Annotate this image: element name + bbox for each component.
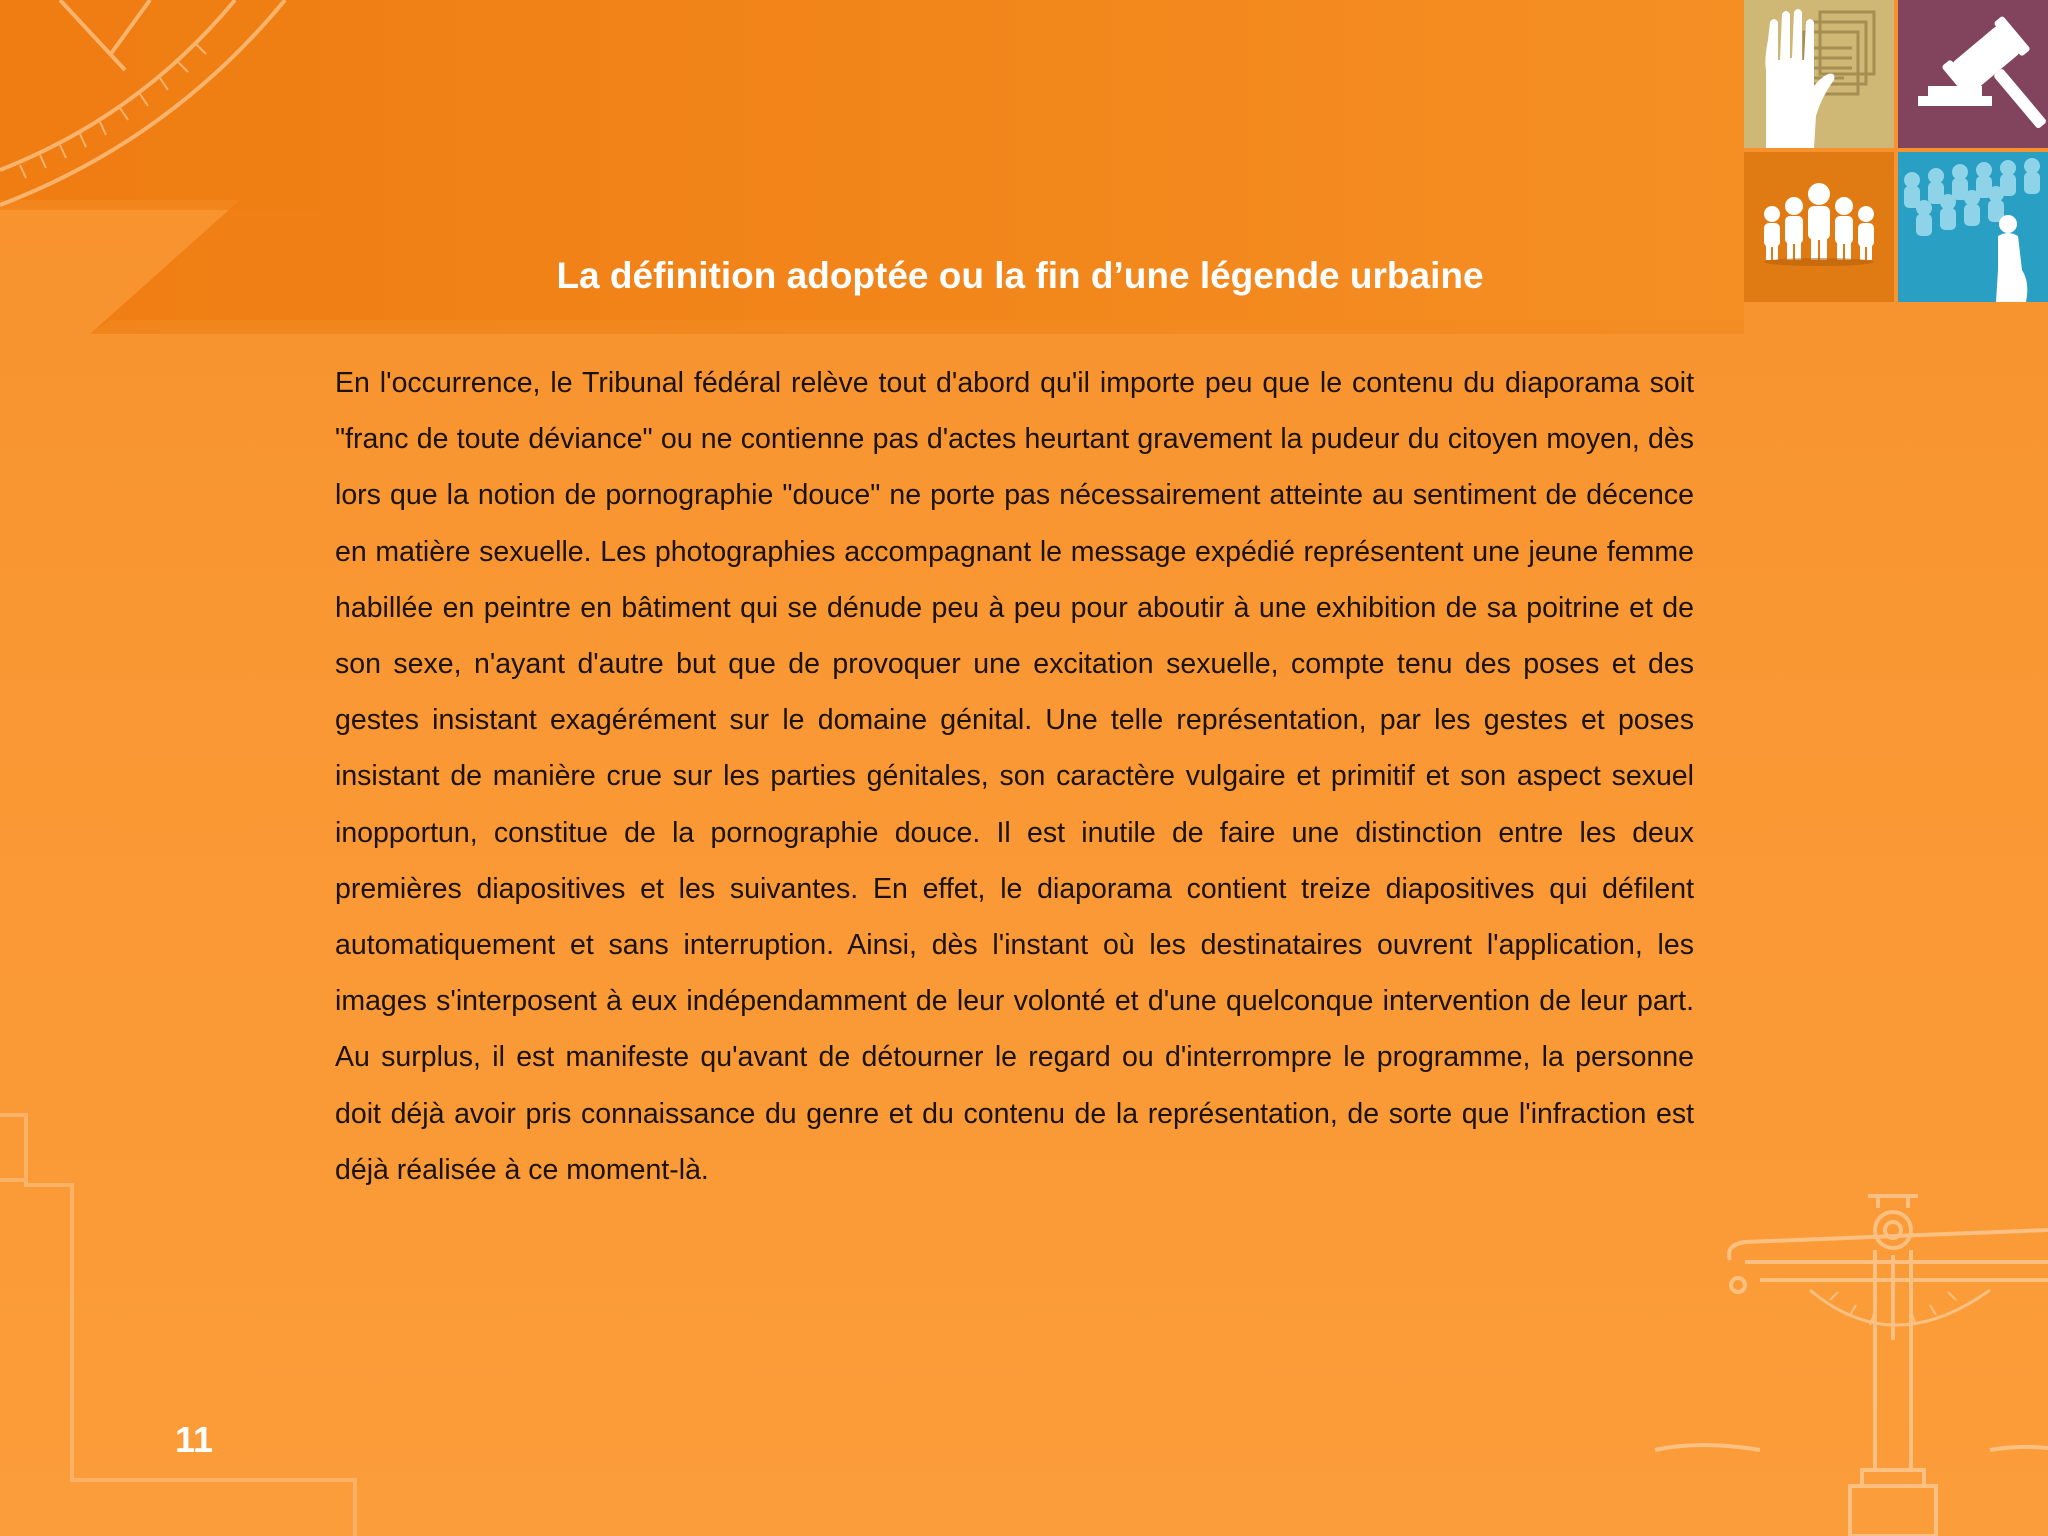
slide-title: La définition adoptée ou la fin d’une légende urbaine (556, 255, 1484, 296)
page-number: 11 (175, 1419, 214, 1460)
scale-of-justice-decoration (1655, 1195, 2048, 1536)
gavel-icon (1898, 0, 2048, 148)
tile-crowd (1898, 152, 2048, 302)
crowd-with-speaker-icon (1898, 152, 2048, 302)
tile-raised-hand (1744, 0, 1894, 148)
body-paragraph: En l'occurrence, le Tribunal fédéral relève tout d'abord qu'il importe peu que le contenu du diaporama soit "franc de toute déviance" ou ne contienne pas d'actes heurtant gravement la pudeur du citoyen moyen, dès lors que la notion de pornographie "douce" ne porte pas nécessairement atteinte au sentiment de décence en matière sexuelle. Les photographies accompagnant le message expédié représentent une jeune femme habillée en peintre en bâtiment qui se dénude peu à peu pour aboutir à une exhibition de sa poitrine et de son sexe, n'ayant d'autre but que de provoquer une excitation sexuelle, compte tenu des poses et des gestes insistant exagérément sur le domaine génital. Une telle représentation, par les gestes et poses insistant de manière crue sur les parties génitales, son caractère vulgaire et primitif et son aspect sexuel inopportun, constitue de la pornographie douce. Il est inutile de faire une distinction entre les deux premières diapositives et les suivantes. En effet, le diaporama contient treize diapositives qui défilent automatiquement et sans interruption. Ainsi, dès l'instant où les destinataires ouvrent l'application, les images s'interposent à eux indépendamment de leur volonté et d'une quelconque intervention de leur part. Au surplus, il est manifeste qu'avant de détourner le regard ou d'interrompre le programme, la personne doit déjà avoir pris connaissance du genre et du contenu de la représentation, de sorte que l'infraction est déjà réalisée à ce moment-là. (335, 367, 1694, 1186)
group-of-people-icon (1744, 152, 1894, 302)
clock-dial-decoration (0, 0, 285, 205)
tile-group (1744, 152, 1894, 302)
steps-outline-decoration (0, 1115, 355, 1536)
raised-hand-with-documents-icon (1744, 0, 1894, 148)
tile-gavel (1898, 0, 2048, 148)
